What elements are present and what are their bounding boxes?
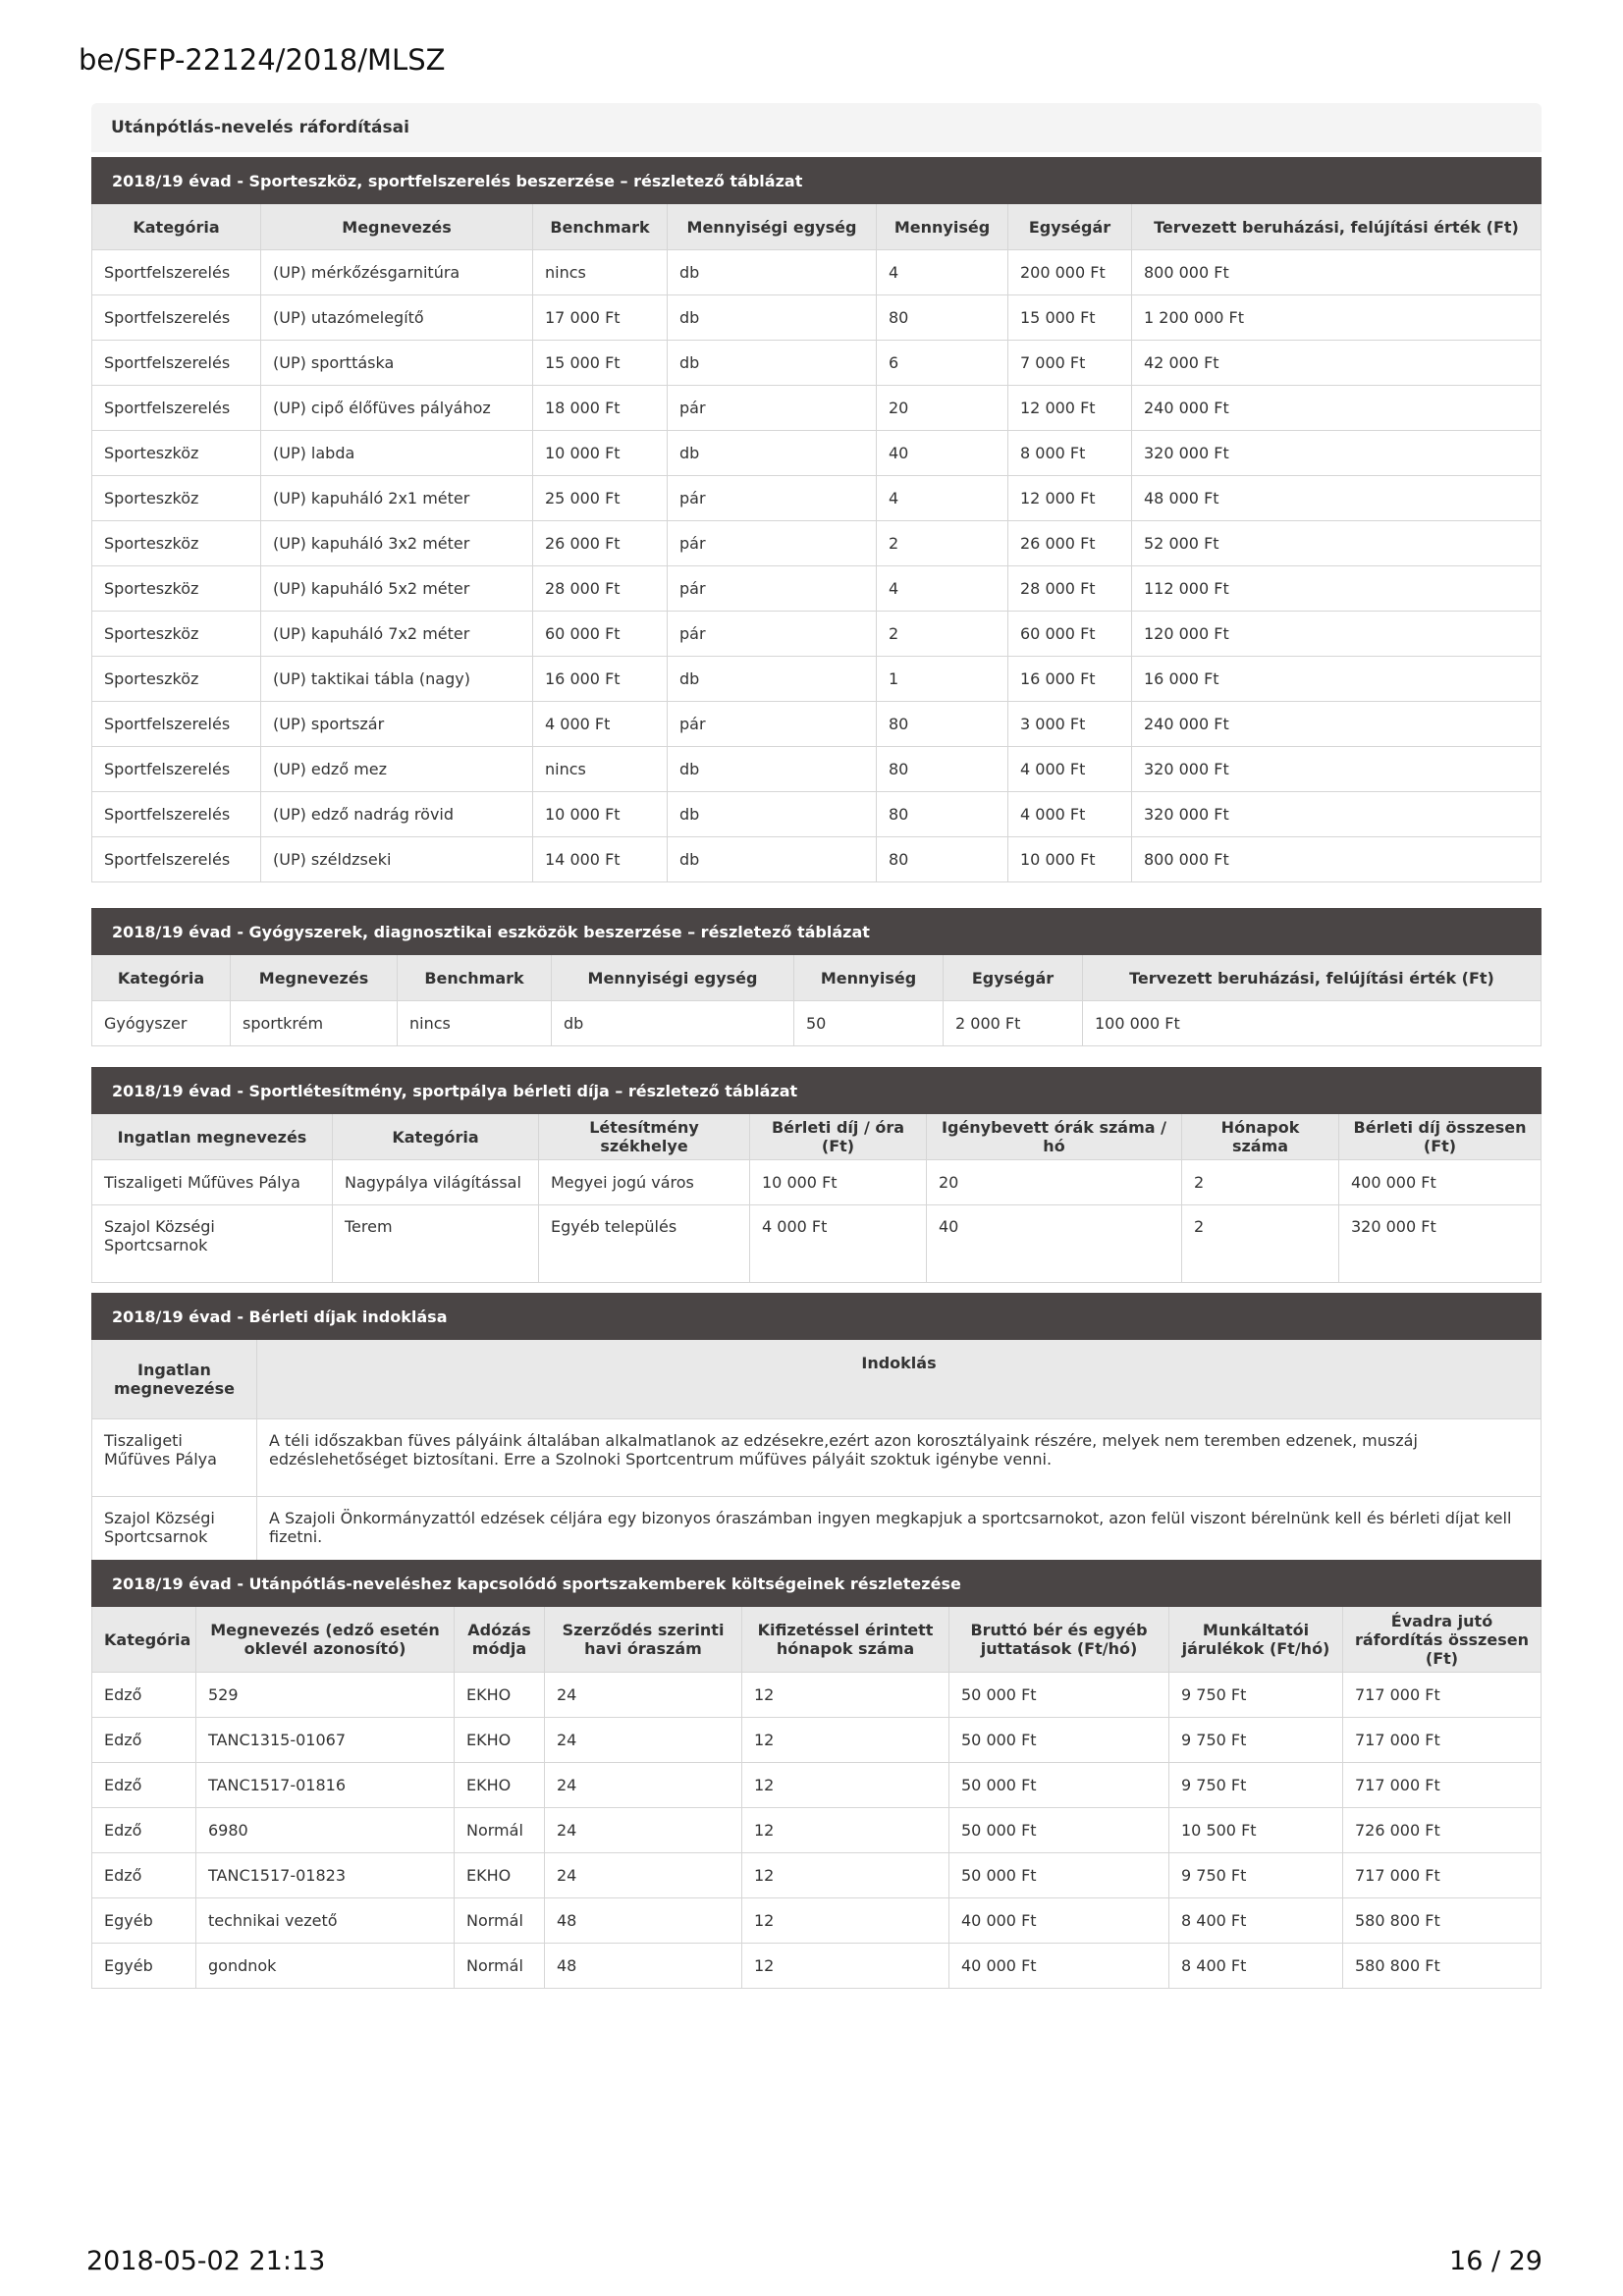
table-cell: 320 000 Ft — [1132, 431, 1542, 476]
table-cell: Edző — [92, 1853, 196, 1898]
table-cell: 1 200 000 Ft — [1132, 295, 1542, 341]
table-cell: 12 — [742, 1944, 949, 1989]
page-number: 16 / 29 — [1449, 2246, 1542, 2276]
table-cell: 800 000 Ft — [1132, 250, 1542, 295]
table-cell: (UP) taktikai tábla (nagy) — [261, 657, 533, 702]
table-cell: Sportfelszerelés — [92, 295, 261, 341]
table-row — [92, 521, 1542, 566]
table-cell: Nagypálya világítással — [333, 1160, 539, 1205]
table-row — [92, 1205, 1542, 1283]
table-cell: (UP) széldzseki — [261, 837, 533, 882]
table-cell: 717 000 Ft — [1343, 1853, 1542, 1898]
table-cell: db — [668, 657, 877, 702]
column-header: Munkáltatói járulékok (Ft/hó) — [1169, 1607, 1343, 1673]
table-header-row — [92, 1607, 1542, 1673]
table-cell: 120 000 Ft — [1132, 612, 1542, 657]
table-cell: sportkrém — [231, 1001, 398, 1046]
table-cell: 6980 — [196, 1808, 455, 1853]
table-row — [92, 1160, 1542, 1205]
table-header-row — [92, 1340, 1542, 1419]
table-cell: Sporteszköz — [92, 566, 261, 612]
table-header-row — [92, 1114, 1542, 1160]
table-cell: 40 — [927, 1205, 1182, 1283]
table-cell: db — [668, 792, 877, 837]
table-cell: 24 — [545, 1853, 742, 1898]
table-cell: (UP) edző mez — [261, 747, 533, 792]
table-cell: EKHO — [455, 1763, 545, 1808]
column-header: Kifizetéssel érintett hónapok száma — [742, 1607, 949, 1673]
table-cell: (UP) cipő élőfüves pályához — [261, 386, 533, 431]
column-header: Egységár — [1008, 204, 1132, 250]
table-cell: db — [552, 1001, 794, 1046]
table-cell: Edző — [92, 1718, 196, 1763]
column-header: Egységár — [944, 955, 1083, 1001]
table-cell: Sporteszköz — [92, 521, 261, 566]
table-header-row — [92, 204, 1542, 250]
table-row — [92, 1718, 1542, 1763]
table-cell: Sportfelszerelés — [92, 792, 261, 837]
column-header: Benchmark — [533, 204, 668, 250]
table-cell: TANC1517-01816 — [196, 1763, 455, 1808]
table-cell: 320 000 Ft — [1132, 792, 1542, 837]
table-cell: Normál — [455, 1808, 545, 1853]
table-cell: nincs — [398, 1001, 552, 1046]
table-row — [92, 250, 1542, 295]
table-cell: 400 000 Ft — [1339, 1160, 1542, 1205]
table-cell: 529 — [196, 1673, 455, 1718]
table-cell: 6 — [877, 341, 1008, 386]
table-cell: 12 000 Ft — [1008, 386, 1132, 431]
table-cell: 9 750 Ft — [1169, 1763, 1343, 1808]
table-cell: 4 000 Ft — [750, 1205, 927, 1283]
table-cell: 16 000 Ft — [1132, 657, 1542, 702]
column-header: Igénybevett órák száma / hó — [927, 1114, 1182, 1160]
table-cell: 4 000 Ft — [1008, 747, 1132, 792]
table-row — [92, 1001, 1542, 1046]
table-cell: 12 — [742, 1718, 949, 1763]
column-header: Ingatlan megnevezése — [92, 1340, 257, 1419]
table-cell: (UP) mérkőzésgarnitúra — [261, 250, 533, 295]
table-title: 2018/19 évad - Utánpótlás-neveléshez kapcsolódó sportszakemberek költségeinek részletezése — [92, 1561, 1542, 1607]
table-cell: 52 000 Ft — [1132, 521, 1542, 566]
table-cell: 20 — [927, 1160, 1182, 1205]
table-cell: EKHO — [455, 1853, 545, 1898]
column-header: Hónapok száma — [1182, 1114, 1339, 1160]
table-cell: 8 400 Ft — [1169, 1944, 1343, 1989]
table-cell: EKHO — [455, 1718, 545, 1763]
column-header: Mennyiségi egység — [668, 204, 877, 250]
table-cell: nincs — [533, 250, 668, 295]
table-cell: 4 — [877, 566, 1008, 612]
table-cell: 15 000 Ft — [533, 341, 668, 386]
table-cell: Sportfelszerelés — [92, 250, 261, 295]
column-header: Bérleti díj összesen (Ft) — [1339, 1114, 1542, 1160]
table-cell: A téli időszakban füves pályáink általában alkalmatlanok az edzésekre,ezért azon korosztályaink részére, melyek nem teremben edzenek, muszáj edzéslehetőséget biztosítani. Erre a Szolnoki Sportcentrum műfüves pályáit szoktuk igénybe venni. — [257, 1419, 1542, 1497]
column-header: Adózás módja — [455, 1607, 545, 1673]
table-cell: Sporteszköz — [92, 657, 261, 702]
table-cell: db — [668, 431, 877, 476]
table-cell: Sporteszköz — [92, 612, 261, 657]
table-cell: 12 — [742, 1808, 949, 1853]
table-cell: Egyéb — [92, 1898, 196, 1944]
table-cell: 50 000 Ft — [949, 1763, 1169, 1808]
table-cell: Sportfelszerelés — [92, 702, 261, 747]
table-cell: 24 — [545, 1673, 742, 1718]
column-header: Tervezett beruházási, felújítási érték (Ft) — [1132, 204, 1542, 250]
table-cell: 80 — [877, 295, 1008, 341]
table-cell: 1 — [877, 657, 1008, 702]
table-cell: db — [668, 747, 877, 792]
table-cell: 240 000 Ft — [1132, 386, 1542, 431]
table-cell: 16 000 Ft — [1008, 657, 1132, 702]
footer-datetime: 2018-05-02 21:13 — [86, 2246, 326, 2276]
table-cell: 40 — [877, 431, 1008, 476]
table-cell: 4 000 Ft — [1008, 792, 1132, 837]
table-cell: 50 000 Ft — [949, 1718, 1169, 1763]
table-row — [92, 792, 1542, 837]
table-cell: 60 000 Ft — [533, 612, 668, 657]
column-header: Kategória — [92, 1607, 196, 1673]
table-cell: 10 500 Ft — [1169, 1808, 1343, 1853]
table-cell: 12 — [742, 1898, 949, 1944]
column-header: Ingatlan megnevezés — [92, 1114, 333, 1160]
table-header-row — [92, 955, 1542, 1001]
table-cell: db — [668, 295, 877, 341]
table-cell: 4 000 Ft — [533, 702, 668, 747]
table-cell: 2 — [1182, 1160, 1339, 1205]
table-cell: 24 — [545, 1808, 742, 1853]
table-cell: 726 000 Ft — [1343, 1808, 1542, 1853]
medicine-table — [91, 908, 1542, 1046]
table-cell: 50 — [794, 1001, 944, 1046]
table-cell: 26 000 Ft — [533, 521, 668, 566]
table-row — [92, 1898, 1542, 1944]
table-cell: Edző — [92, 1808, 196, 1853]
table-cell: 18 000 Ft — [533, 386, 668, 431]
equipment-table — [91, 157, 1542, 882]
table-cell: 200 000 Ft — [1008, 250, 1132, 295]
table-cell: Megyei jogú város — [539, 1160, 750, 1205]
table-cell: 25 000 Ft — [533, 476, 668, 521]
column-header: Mennyiség — [794, 955, 944, 1001]
table-cell: Edző — [92, 1673, 196, 1718]
table-cell: db — [668, 837, 877, 882]
column-header: Bérleti díj / óra (Ft) — [750, 1114, 927, 1160]
table-cell: 15 000 Ft — [1008, 295, 1132, 341]
table-cell: Sportfelszerelés — [92, 747, 261, 792]
column-header: Tervezett beruházási, felújítási érték (Ft) — [1083, 955, 1542, 1001]
table-cell: 80 — [877, 702, 1008, 747]
table-cell: 320 000 Ft — [1339, 1205, 1542, 1283]
table-cell: gondnok — [196, 1944, 455, 1989]
table-cell: 16 000 Ft — [533, 657, 668, 702]
table-cell: 9 750 Ft — [1169, 1853, 1343, 1898]
table-cell: 2 — [877, 612, 1008, 657]
table-cell: (UP) edző nadrág rövid — [261, 792, 533, 837]
table-cell: 80 — [877, 747, 1008, 792]
table-cell: 2 — [1182, 1205, 1339, 1283]
column-header: Mennyiségi egység — [552, 955, 794, 1001]
table-cell: pár — [668, 386, 877, 431]
table-cell: 80 — [877, 792, 1008, 837]
table-cell: db — [668, 250, 877, 295]
table-cell: 12 — [742, 1853, 949, 1898]
table-cell: 24 — [545, 1763, 742, 1808]
table-cell: pár — [668, 566, 877, 612]
table-cell: 12 — [742, 1673, 949, 1718]
table-cell: nincs — [533, 747, 668, 792]
table-row — [92, 295, 1542, 341]
table-cell: Sportfelszerelés — [92, 341, 261, 386]
table-cell: 48 — [545, 1898, 742, 1944]
table-cell: 10 000 Ft — [750, 1160, 927, 1205]
table-cell: 48 — [545, 1944, 742, 1989]
table-cell: 580 800 Ft — [1343, 1944, 1542, 1989]
table-cell: 10 000 Ft — [533, 792, 668, 837]
table-row — [92, 1808, 1542, 1853]
table-cell: 717 000 Ft — [1343, 1763, 1542, 1808]
column-header: Kategória — [92, 955, 231, 1001]
table-cell: 28 000 Ft — [533, 566, 668, 612]
table-title: 2018/19 évad - Sportlétesítmény, sportpálya bérleti díja – részletező táblázat — [92, 1068, 1542, 1114]
table-row — [92, 612, 1542, 657]
table-cell: EKHO — [455, 1673, 545, 1718]
table-cell: (UP) utazómelegítő — [261, 295, 533, 341]
column-header: Megnevezés — [231, 955, 398, 1001]
table-cell: 717 000 Ft — [1343, 1673, 1542, 1718]
table-row — [92, 1853, 1542, 1898]
table-row — [92, 341, 1542, 386]
table-cell: 40 000 Ft — [949, 1944, 1169, 1989]
table-cell: Gyógyszer — [92, 1001, 231, 1046]
column-header: Mennyiség — [877, 204, 1008, 250]
table-cell: 50 000 Ft — [949, 1853, 1169, 1898]
column-header: Benchmark — [398, 955, 552, 1001]
table-title: 2018/19 évad - Bérleti díjak indoklása — [92, 1294, 1542, 1340]
column-header: Megnevezés — [261, 204, 533, 250]
table-cell: 8 400 Ft — [1169, 1898, 1343, 1944]
table-cell: 7 000 Ft — [1008, 341, 1132, 386]
table-cell: 3 000 Ft — [1008, 702, 1132, 747]
table-cell: 50 000 Ft — [949, 1808, 1169, 1853]
table-cell: 4 — [877, 250, 1008, 295]
table-cell: Egyéb — [92, 1944, 196, 1989]
table-cell: 10 000 Ft — [1008, 837, 1132, 882]
rent-justification-table — [91, 1293, 1542, 1575]
table-cell: Egyéb település — [539, 1205, 750, 1283]
table-cell: 240 000 Ft — [1132, 702, 1542, 747]
table-cell: (UP) kapuháló 7x2 méter — [261, 612, 533, 657]
column-header: Évadra jutó ráfordítás összesen (Ft) — [1343, 1607, 1542, 1673]
document-id: be/SFP-22124/2018/MLSZ — [79, 43, 446, 77]
table-cell: (UP) sporttáska — [261, 341, 533, 386]
table-cell: 42 000 Ft — [1132, 341, 1542, 386]
table-cell: Tiszaligeti Műfüves Pálya — [92, 1419, 257, 1497]
table-cell: Sporteszköz — [92, 476, 261, 521]
table-cell: Szajol Községi Sportcsarnok — [92, 1497, 257, 1575]
table-row — [92, 386, 1542, 431]
table-cell: 60 000 Ft — [1008, 612, 1132, 657]
column-header: Létesítmény székhelye — [539, 1114, 750, 1160]
table-cell: (UP) kapuháló 5x2 méter — [261, 566, 533, 612]
table-row — [92, 1419, 1542, 1497]
table-cell: TANC1315-01067 — [196, 1718, 455, 1763]
table-cell: Sportfelszerelés — [92, 386, 261, 431]
table-cell: (UP) kapuháló 2x1 méter — [261, 476, 533, 521]
table-cell: Szajol Községi Sportcsarnok — [92, 1205, 333, 1283]
table-title: 2018/19 évad - Gyógyszerek, diagnosztikai eszközök beszerzése – részletező táblázat — [92, 909, 1542, 955]
table-cell: 20 — [877, 386, 1008, 431]
table-cell: Sporteszköz — [92, 431, 261, 476]
column-header: Megnevezés (edző esetén oklevél azonosító) — [196, 1607, 455, 1673]
table-cell: 800 000 Ft — [1132, 837, 1542, 882]
table-cell: Normál — [455, 1944, 545, 1989]
table-cell: pár — [668, 612, 877, 657]
column-header: Bruttó bér és egyéb juttatások (Ft/hó) — [949, 1607, 1169, 1673]
table-row — [92, 837, 1542, 882]
table-row — [92, 431, 1542, 476]
column-header: Szerződés szerinti havi óraszám — [545, 1607, 742, 1673]
table-row — [92, 1944, 1542, 1989]
table-cell: 9 750 Ft — [1169, 1718, 1343, 1763]
table-cell: (UP) sportszár — [261, 702, 533, 747]
table-cell: Normál — [455, 1898, 545, 1944]
table-cell: pár — [668, 521, 877, 566]
table-cell: 24 — [545, 1718, 742, 1763]
table-row — [92, 657, 1542, 702]
table-cell: Tiszaligeti Műfüves Pálya — [92, 1160, 333, 1205]
table-cell: 8 000 Ft — [1008, 431, 1132, 476]
table-cell: technikai vezető — [196, 1898, 455, 1944]
table-cell: 12 — [742, 1763, 949, 1808]
table-cell: db — [668, 341, 877, 386]
table-cell: pár — [668, 702, 877, 747]
table-cell: 50 000 Ft — [949, 1673, 1169, 1718]
table-cell: 2 — [877, 521, 1008, 566]
table-cell: 14 000 Ft — [533, 837, 668, 882]
table-cell: (UP) labda — [261, 431, 533, 476]
table-cell: 4 — [877, 476, 1008, 521]
table-title: 2018/19 évad - Sporteszköz, sportfelszerelés beszerzése – részletező táblázat — [92, 158, 1542, 204]
table-cell: 48 000 Ft — [1132, 476, 1542, 521]
column-header: Kategória — [333, 1114, 539, 1160]
table-row — [92, 1763, 1542, 1808]
table-cell: 10 000 Ft — [533, 431, 668, 476]
table-cell: Edző — [92, 1763, 196, 1808]
table-cell: Sportfelszerelés — [92, 837, 261, 882]
table-cell: 320 000 Ft — [1132, 747, 1542, 792]
table-cell: 2 000 Ft — [944, 1001, 1083, 1046]
column-header: Kategória — [92, 204, 261, 250]
table-cell: A Szajoli Önkormányzattól edzések céljára egy bizonyos óraszámban ingyen megkapjuk a sportcsarnokot, azon felül viszont bérelnünk kell és bérleti díjat kell fizetni. — [257, 1497, 1542, 1575]
table-cell: 9 750 Ft — [1169, 1673, 1343, 1718]
table-cell: 717 000 Ft — [1343, 1718, 1542, 1763]
table-cell: 17 000 Ft — [533, 295, 668, 341]
table-cell: Terem — [333, 1205, 539, 1283]
table-cell: 40 000 Ft — [949, 1898, 1169, 1944]
table-cell: TANC1517-01823 — [196, 1853, 455, 1898]
table-cell: 112 000 Ft — [1132, 566, 1542, 612]
table-cell: 26 000 Ft — [1008, 521, 1132, 566]
facility-rent-table — [91, 1067, 1542, 1283]
table-row — [92, 566, 1542, 612]
table-row — [92, 476, 1542, 521]
table-cell: (UP) kapuháló 3x2 méter — [261, 521, 533, 566]
staff-costs-table — [91, 1560, 1542, 1989]
table-cell: 580 800 Ft — [1343, 1898, 1542, 1944]
table-cell: 100 000 Ft — [1083, 1001, 1542, 1046]
table-cell: 28 000 Ft — [1008, 566, 1132, 612]
table-row — [92, 1673, 1542, 1718]
table-cell: 80 — [877, 837, 1008, 882]
section-title: Utánpótlás-nevelés ráfordításai — [91, 103, 1542, 152]
table-row — [92, 702, 1542, 747]
table-row — [92, 747, 1542, 792]
table-cell: 12 000 Ft — [1008, 476, 1132, 521]
table-cell: pár — [668, 476, 877, 521]
column-header: Indoklás — [257, 1340, 1542, 1419]
